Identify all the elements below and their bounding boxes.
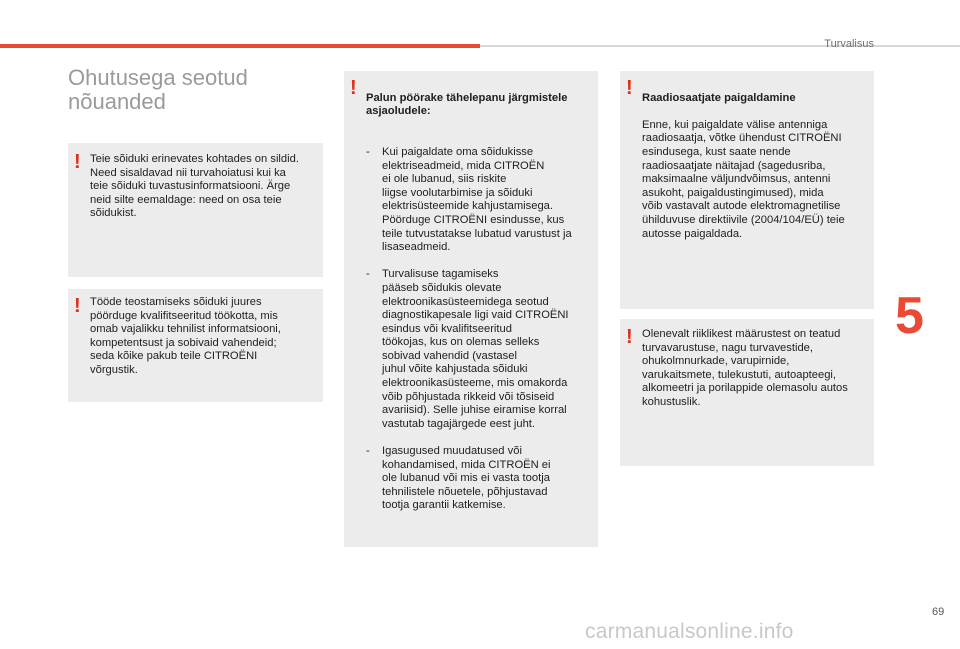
labels-note-text: Teie sõiduki erinevates kohtades on sildid. Need sisaldavad nii turvahoiatusi kui ka teie sõiduki tuvastusinformatsiooni. Ärge neid silte eemaldage: need on osa teie sõidukist. xyxy=(90,153,299,220)
radio-heading: Raadiosaatjate paigaldamine xyxy=(642,91,796,104)
watermark: carmanualsonline.info xyxy=(585,620,794,643)
page-title: Ohutusega seotud nõuanded xyxy=(68,65,248,114)
attention-list xyxy=(366,132,596,526)
attention-content xyxy=(366,78,596,540)
warning-icon: ! xyxy=(350,77,357,99)
warning-icon: ! xyxy=(626,326,633,348)
info-box-labels xyxy=(68,143,323,277)
workshop-note-text: Tööde teostamiseks sõiduki juures pöörduge kvalifitseeritud töökotta, mis omab vajalikku tehnilist informatsiooni, kompetentsust ja sobivaid vahendeid; seda kõike pakub teile CITROËNI võrgustik. xyxy=(90,296,281,376)
list-item: - Igasugused muudatused või kohandamised, mida CITROËN ei ole lubanud või mis ei vasta tootja tehnilistele nõuetele, põhjustavad tootja garantii katkemise. xyxy=(366,445,596,513)
radio-content xyxy=(642,78,872,241)
chapter-number: 5 xyxy=(895,287,924,345)
equipment-note-text: Olenevalt riiklikest määrustest on teatud turvavarustuse, nagu turvavestide, ohukolmnurkade, varupirnide, varukaitsmete, tulekustuti, autoapteegi, alkomeetri ja porilappide olemasolu autos kohustuslik. xyxy=(642,328,848,408)
header-rule xyxy=(480,45,960,47)
info-box-radio xyxy=(620,71,874,309)
info-box-workshop xyxy=(68,289,323,402)
info-box-attention xyxy=(344,71,598,547)
info-box-equipment xyxy=(620,319,874,466)
warning-icon: ! xyxy=(74,151,81,173)
header-accent-bar xyxy=(0,44,480,48)
warning-icon: ! xyxy=(74,295,81,317)
attention-heading: Palun pöörake tähelepanu järgmistele asjaoludele: xyxy=(366,91,568,118)
warning-icon: ! xyxy=(626,77,633,99)
list-item: - Turvalisuse tagamiseks pääseb sõidukis olevate elektroonikasüsteemidega seotud diagnostikapesale ligi vaid CITROËNI esindus või kvalifitseeritud töökojas, kus on olemas selleks sobivad vahendid (vastasel juhul võite kahjustada sõiduki elektroonikasüsteeme, mis omakorda võib põhjustada rikkeid või tõsiseid avariisid). Selle juhise eiramise korral vastutab tagajärgede eest juht. xyxy=(366,268,596,431)
page-number: 69 xyxy=(932,606,945,618)
list-item: - Kui paigaldate oma sõidukisse elektriseadmeid, mida CITROËN ei ole lubanud, siis riskite liigse voolutarbimise ja sõiduki elektrisüsteemide kahjustamisega. Pöörduge CITROËNI esindusse, kus teile tutvustatakse lubatud varustust ja lisaseadmeid. xyxy=(366,146,596,255)
section-title: Turvalisus xyxy=(824,38,874,50)
radio-body: Enne, kui paigaldate välise antenniga raadiosaatja, võtke ühendust CITROËNI esindusega, kust saate nende raadiosaatjate näitajad (sagedusriba, maksimaalne väljundvõimsus, antenni asukoht, paigaldustingimused), mida võib vastavalt autode elektromagnetilise ühilduvuse direktiivile (2004/104/EÜ) teie autosse paigaldada. xyxy=(642,118,845,240)
